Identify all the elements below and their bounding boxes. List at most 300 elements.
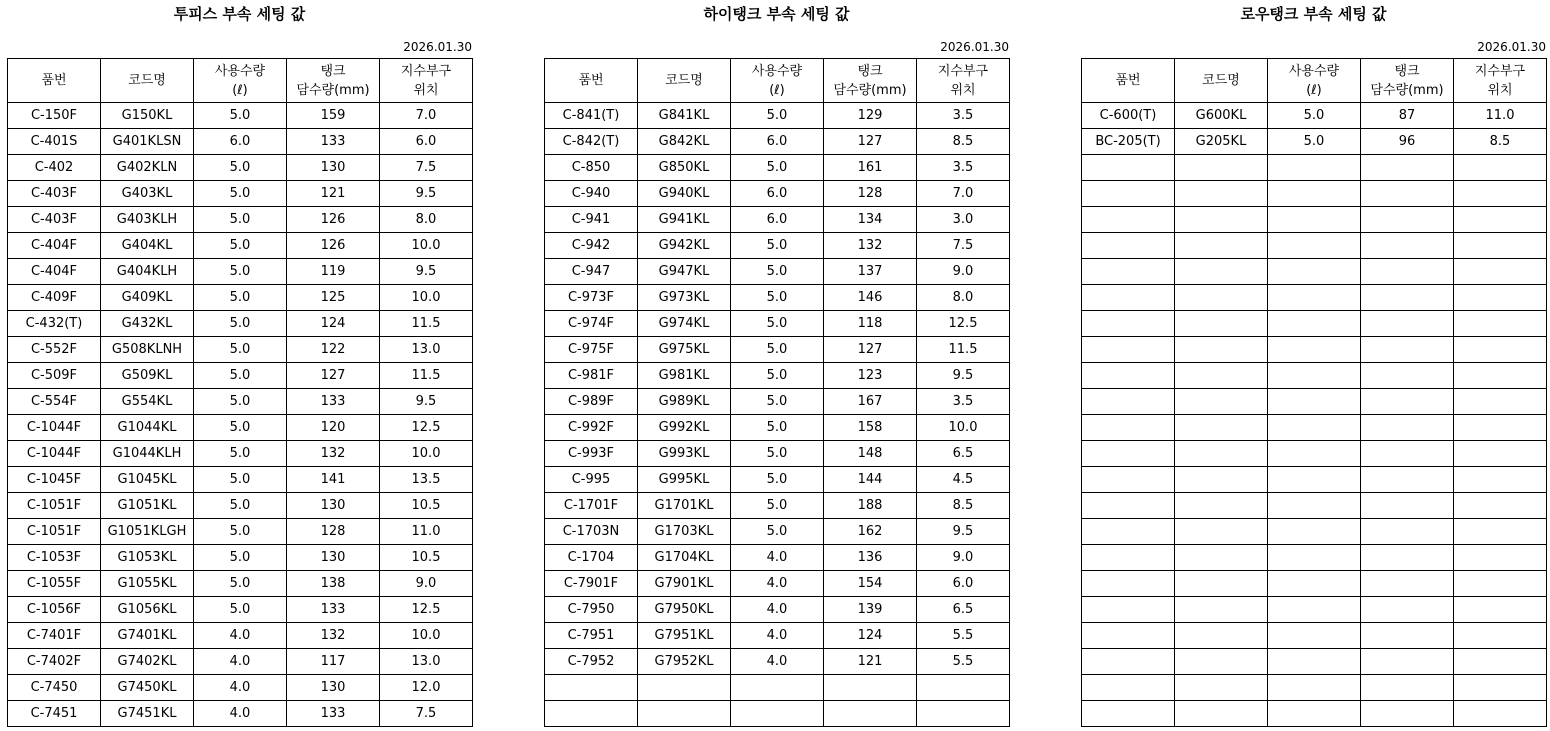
table-row <box>8 389 473 415</box>
cell-code: G554KL <box>101 389 194 415</box>
cell-float-position: 12.5 <box>917 311 1010 337</box>
cell-part-no: C-1051F <box>8 519 101 545</box>
cell-float-position: 10.5 <box>380 545 473 571</box>
header-row <box>545 59 1010 103</box>
cell-code: G409KL <box>101 285 194 311</box>
cell-usage: 5.0 <box>1268 129 1361 155</box>
table-row <box>545 597 1010 623</box>
header-row <box>8 59 473 103</box>
cell-usage: 4.0 <box>194 701 287 727</box>
table-row <box>8 701 473 727</box>
cell-part-no <box>1082 181 1175 207</box>
table-row <box>8 207 473 233</box>
cell-usage: 4.0 <box>194 623 287 649</box>
cell-part-no: C-995 <box>545 467 638 493</box>
header-usage-line2: (ℓ) <box>1306 82 1322 98</box>
table-row <box>8 597 473 623</box>
cell-part-no <box>1082 363 1175 389</box>
cell-float-position: 9.5 <box>380 181 473 207</box>
cell-float-position <box>1454 493 1547 519</box>
cell-code <box>1175 545 1268 571</box>
header-usage-line1: 사용수량 <box>751 63 803 79</box>
table-row <box>1082 571 1547 597</box>
cell-code: G404KL <box>101 233 194 259</box>
header-usage-line2: (ℓ) <box>769 82 785 98</box>
cell-tank-level: 126 <box>287 207 380 233</box>
cell-tank-level: 137 <box>824 259 917 285</box>
cell-code <box>1175 571 1268 597</box>
table-row <box>545 545 1010 571</box>
cell-part-no: C-7450 <box>8 675 101 701</box>
cell-tank-level <box>1361 259 1454 285</box>
cell-tank-level: 117 <box>287 649 380 675</box>
cell-float-position <box>1454 597 1547 623</box>
cell-code: G403KLH <box>101 207 194 233</box>
cell-code: G205KL <box>1175 129 1268 155</box>
cell-part-no: C-509F <box>8 363 101 389</box>
cell-float-position: 8.0 <box>380 207 473 233</box>
cell-float-position <box>1454 415 1547 441</box>
cell-float-position: 9.5 <box>380 389 473 415</box>
panel-title: 로우탱크 부속 세팅 값 <box>1240 5 1387 23</box>
cell-usage: 5.0 <box>194 545 287 571</box>
cell-tank-level: 121 <box>824 649 917 675</box>
table-row <box>545 155 1010 181</box>
cell-float-position: 8.5 <box>917 129 1010 155</box>
cell-usage: 5.0 <box>194 207 287 233</box>
cell-usage: 4.0 <box>731 649 824 675</box>
cell-code: G974KL <box>638 311 731 337</box>
cell-part-no <box>1082 259 1175 285</box>
table-row <box>8 259 473 285</box>
cell-usage <box>1268 181 1361 207</box>
cell-float-position: 9.5 <box>917 363 1010 389</box>
cell-usage: 5.0 <box>731 337 824 363</box>
cell-float-position: 12.5 <box>380 415 473 441</box>
cell-code <box>1175 649 1268 675</box>
cell-float-position <box>1454 571 1547 597</box>
cell-part-no: C-989F <box>545 389 638 415</box>
cell-tank-level: 161 <box>824 155 917 181</box>
cell-tank-level: 127 <box>824 129 917 155</box>
cell-part-no <box>545 701 638 727</box>
cell-part-no <box>1082 285 1175 311</box>
header-code: 코드명 <box>1175 59 1268 103</box>
cell-float-position <box>1454 337 1547 363</box>
cell-usage <box>1268 233 1361 259</box>
cell-code <box>1175 623 1268 649</box>
cell-tank-level: 148 <box>824 441 917 467</box>
cell-part-no <box>1082 545 1175 571</box>
cell-usage: 6.0 <box>731 207 824 233</box>
cell-code: G850KL <box>638 155 731 181</box>
cell-code <box>1175 675 1268 701</box>
table-row <box>545 415 1010 441</box>
cell-usage <box>1268 519 1361 545</box>
header-float <box>380 59 473 103</box>
header-float-line1: 지수부구 <box>937 63 989 79</box>
cell-part-no <box>545 675 638 701</box>
table-row <box>545 519 1010 545</box>
cell-usage <box>731 701 824 727</box>
cell-usage: 6.0 <box>194 129 287 155</box>
cell-usage <box>1268 285 1361 311</box>
cell-usage: 5.0 <box>194 103 287 129</box>
table-row <box>545 389 1010 415</box>
cell-tank-level <box>1361 675 1454 701</box>
header-part-no: 품번 <box>8 59 101 103</box>
cell-tank-level: 134 <box>824 207 917 233</box>
cell-float-position <box>1454 389 1547 415</box>
cell-float-position: 13.0 <box>380 337 473 363</box>
table-row <box>8 155 473 181</box>
table-row <box>1082 415 1547 441</box>
header-row <box>1082 59 1547 103</box>
cell-part-no <box>1082 493 1175 519</box>
cell-code <box>1175 415 1268 441</box>
table-row <box>8 571 473 597</box>
cell-part-no: C-7402F <box>8 649 101 675</box>
cell-tank-level <box>1361 181 1454 207</box>
cell-float-position <box>917 701 1010 727</box>
cell-float-position: 8.0 <box>917 285 1010 311</box>
cell-float-position <box>1454 207 1547 233</box>
cell-tank-level <box>1361 155 1454 181</box>
cell-tank-level: 159 <box>287 103 380 129</box>
table-row <box>1082 597 1547 623</box>
cell-part-no <box>1082 207 1175 233</box>
table-row <box>545 441 1010 467</box>
cell-float-position <box>1454 363 1547 389</box>
table-row <box>8 103 473 129</box>
table-row <box>8 285 473 311</box>
cell-usage: 5.0 <box>194 311 287 337</box>
cell-part-no: C-941 <box>545 207 638 233</box>
cell-float-position <box>1454 649 1547 675</box>
cell-tank-level: 128 <box>824 181 917 207</box>
cell-float-position: 10.0 <box>380 285 473 311</box>
cell-float-position <box>1454 675 1547 701</box>
cell-float-position: 12.0 <box>380 675 473 701</box>
cell-part-no: C-947 <box>545 259 638 285</box>
cell-part-no <box>1082 467 1175 493</box>
cell-tank-level <box>1361 207 1454 233</box>
cell-part-no <box>1082 571 1175 597</box>
cell-tank-level <box>1361 311 1454 337</box>
cell-part-no: C-1044F <box>8 415 101 441</box>
table-row <box>8 675 473 701</box>
cell-tank-level <box>1361 389 1454 415</box>
table-row <box>545 649 1010 675</box>
cell-tank-level: 124 <box>824 623 917 649</box>
cell-usage <box>1268 207 1361 233</box>
cell-tank-level <box>1361 519 1454 545</box>
cell-code: G1051KLGH <box>101 519 194 545</box>
table-row <box>1082 545 1547 571</box>
settings-table <box>7 58 473 727</box>
cell-tank-level <box>1361 363 1454 389</box>
table-row <box>1082 623 1547 649</box>
cell-usage <box>1268 493 1361 519</box>
header-tank <box>1361 59 1454 103</box>
cell-code <box>638 675 731 701</box>
header-tank-line2: 담수량(mm) <box>833 82 907 98</box>
cell-code: G1045KL <box>101 467 194 493</box>
header-part-no: 품번 <box>545 59 638 103</box>
table-row <box>545 103 1010 129</box>
cell-code: G989KL <box>638 389 731 415</box>
cell-float-position: 6.0 <box>917 571 1010 597</box>
cell-tank-level: 129 <box>824 103 917 129</box>
cell-float-position: 11.5 <box>917 337 1010 363</box>
table-row <box>1082 675 1547 701</box>
cell-tank-level: 121 <box>287 181 380 207</box>
cell-usage: 5.0 <box>194 493 287 519</box>
cell-float-position <box>1454 519 1547 545</box>
cell-part-no: C-7952 <box>545 649 638 675</box>
cell-part-no: C-842(T) <box>545 129 638 155</box>
cell-code: G940KL <box>638 181 731 207</box>
cell-float-position: 12.5 <box>380 597 473 623</box>
cell-code: G975KL <box>638 337 731 363</box>
cell-part-no: C-7901F <box>545 571 638 597</box>
table-row <box>8 493 473 519</box>
cell-code: G402KLN <box>101 155 194 181</box>
cell-code: G7950KL <box>638 597 731 623</box>
cell-usage <box>1268 623 1361 649</box>
cell-part-no: C-432(T) <box>8 311 101 337</box>
cell-part-no <box>1082 623 1175 649</box>
cell-float-position <box>1454 181 1547 207</box>
cell-float-position: 7.0 <box>917 181 1010 207</box>
cell-part-no: C-940 <box>545 181 638 207</box>
cell-usage: 5.0 <box>731 467 824 493</box>
cell-tank-level: 123 <box>824 363 917 389</box>
cell-tank-level: 167 <box>824 389 917 415</box>
cell-tank-level: 146 <box>824 285 917 311</box>
header-usage-line1: 사용수량 <box>1288 63 1340 79</box>
table-row <box>1082 701 1547 727</box>
table-row <box>1082 129 1547 155</box>
cell-code: G7402KL <box>101 649 194 675</box>
cell-part-no: C-402 <box>8 155 101 181</box>
cell-part-no: C-1044F <box>8 441 101 467</box>
cell-usage: 5.0 <box>731 155 824 181</box>
cell-tank-level: 138 <box>287 571 380 597</box>
cell-usage: 5.0 <box>731 233 824 259</box>
cell-part-no <box>1082 233 1175 259</box>
header-float <box>917 59 1010 103</box>
cell-part-no: C-404F <box>8 233 101 259</box>
cell-code: G7451KL <box>101 701 194 727</box>
cell-tank-level: 127 <box>287 363 380 389</box>
cell-usage: 5.0 <box>731 415 824 441</box>
header-usage-line1: 사용수량 <box>214 63 266 79</box>
cell-float-position: 3.5 <box>917 389 1010 415</box>
cell-usage <box>731 675 824 701</box>
cell-tank-level: 122 <box>287 337 380 363</box>
cell-usage <box>1268 155 1361 181</box>
table-row <box>545 571 1010 597</box>
table-row <box>545 363 1010 389</box>
cell-code: G404KLH <box>101 259 194 285</box>
cell-part-no: C-850 <box>545 155 638 181</box>
cell-part-no: C-975F <box>545 337 638 363</box>
cell-usage: 4.0 <box>731 545 824 571</box>
header-code: 코드명 <box>638 59 731 103</box>
cell-part-no: C-981F <box>545 363 638 389</box>
cell-usage: 5.0 <box>731 441 824 467</box>
header-usage <box>1268 59 1361 103</box>
cell-code <box>1175 311 1268 337</box>
header-usage <box>731 59 824 103</box>
cell-usage: 6.0 <box>731 129 824 155</box>
cell-usage: 5.0 <box>194 155 287 181</box>
cell-tank-level: 132 <box>824 233 917 259</box>
cell-part-no <box>1082 519 1175 545</box>
header-float-line1: 지수부구 <box>400 63 452 79</box>
cell-part-no: C-7451 <box>8 701 101 727</box>
table-row <box>545 337 1010 363</box>
panel-date: 2026.01.30 <box>1477 40 1546 54</box>
table-row <box>545 207 1010 233</box>
cell-float-position: 9.5 <box>380 259 473 285</box>
cell-part-no: C-1704 <box>545 545 638 571</box>
cell-usage: 5.0 <box>194 571 287 597</box>
table-row <box>8 337 473 363</box>
header-tank-line1: 탱크 <box>1394 63 1420 79</box>
header-tank-line2: 담수량(mm) <box>1370 82 1444 98</box>
cell-part-no: C-552F <box>8 337 101 363</box>
header-tank-line2: 담수량(mm) <box>296 82 370 98</box>
table-row <box>545 311 1010 337</box>
cell-tank-level: 125 <box>287 285 380 311</box>
cell-usage: 4.0 <box>731 571 824 597</box>
cell-float-position: 7.5 <box>380 701 473 727</box>
cell-usage <box>1268 701 1361 727</box>
cell-usage: 5.0 <box>194 337 287 363</box>
table-row <box>8 415 473 441</box>
table-row <box>1082 181 1547 207</box>
cell-part-no <box>1082 649 1175 675</box>
cell-usage: 5.0 <box>731 103 824 129</box>
cell-part-no: C-1055F <box>8 571 101 597</box>
cell-tank-level: 132 <box>287 623 380 649</box>
table-row <box>8 363 473 389</box>
cell-code: G992KL <box>638 415 731 441</box>
cell-part-no <box>1082 389 1175 415</box>
cell-usage <box>1268 363 1361 389</box>
cell-code: G508KLNH <box>101 337 194 363</box>
cell-code: G995KL <box>638 467 731 493</box>
table-row <box>8 467 473 493</box>
cell-tank-level <box>1361 493 1454 519</box>
table-row <box>545 129 1010 155</box>
table-row <box>1082 441 1547 467</box>
cell-part-no: C-942 <box>545 233 638 259</box>
cell-tank-level <box>1361 467 1454 493</box>
cell-tank-level: 133 <box>287 597 380 623</box>
cell-tank-level <box>1361 701 1454 727</box>
cell-code: G509KL <box>101 363 194 389</box>
cell-float-position: 11.5 <box>380 363 473 389</box>
cell-tank-level: 120 <box>287 415 380 441</box>
cell-float-position: 10.0 <box>380 623 473 649</box>
cell-usage <box>1268 311 1361 337</box>
cell-tank-level <box>1361 441 1454 467</box>
table-row <box>8 649 473 675</box>
header-tank-line1: 탱크 <box>857 63 883 79</box>
cell-tank-level <box>1361 337 1454 363</box>
header-float-line1: 지수부구 <box>1474 63 1526 79</box>
cell-part-no: C-992F <box>545 415 638 441</box>
cell-code: G1053KL <box>101 545 194 571</box>
cell-float-position: 3.5 <box>917 103 1010 129</box>
cell-float-position: 10.5 <box>380 493 473 519</box>
cell-code <box>638 701 731 727</box>
cell-part-no: C-1701F <box>545 493 638 519</box>
cell-float-position <box>1454 259 1547 285</box>
cell-code <box>1175 181 1268 207</box>
cell-float-position <box>917 675 1010 701</box>
cell-float-position: 6.0 <box>380 129 473 155</box>
settings-table <box>1081 58 1547 727</box>
cell-part-no: C-974F <box>545 311 638 337</box>
table-row <box>8 181 473 207</box>
cell-code <box>1175 597 1268 623</box>
cell-float-position: 13.5 <box>380 467 473 493</box>
cell-tank-level: 158 <box>824 415 917 441</box>
cell-float-position: 8.5 <box>917 493 1010 519</box>
cell-part-no: C-403F <box>8 181 101 207</box>
panel-title: 투피스 부속 세팅 값 <box>173 5 306 23</box>
header-float-line2: 위치 <box>413 82 439 98</box>
table-row <box>8 129 473 155</box>
cell-code: G941KL <box>638 207 731 233</box>
header-tank-line1: 탱크 <box>320 63 346 79</box>
cell-tank-level: 130 <box>287 675 380 701</box>
cell-tank-level <box>824 675 917 701</box>
cell-tank-level: 128 <box>287 519 380 545</box>
cell-part-no: C-404F <box>8 259 101 285</box>
cell-usage <box>1268 389 1361 415</box>
cell-usage: 5.0 <box>194 597 287 623</box>
cell-code: G1044KLH <box>101 441 194 467</box>
cell-tank-level: 130 <box>287 493 380 519</box>
table-row <box>545 701 1010 727</box>
cell-tank-level <box>1361 597 1454 623</box>
cell-usage: 5.0 <box>731 285 824 311</box>
table-row <box>545 623 1010 649</box>
cell-float-position <box>1454 623 1547 649</box>
cell-part-no <box>1082 441 1175 467</box>
cell-float-position <box>1454 467 1547 493</box>
cell-tank-level: 154 <box>824 571 917 597</box>
cell-part-no: C-7951 <box>545 623 638 649</box>
header-usage <box>194 59 287 103</box>
cell-part-no: C-993F <box>545 441 638 467</box>
table-row <box>1082 259 1547 285</box>
cell-usage: 5.0 <box>731 493 824 519</box>
cell-float-position: 9.0 <box>917 259 1010 285</box>
cell-part-no: C-7950 <box>545 597 638 623</box>
cell-code: G947KL <box>638 259 731 285</box>
cell-float-position: 5.5 <box>917 623 1010 649</box>
cell-usage <box>1268 675 1361 701</box>
table-row <box>1082 337 1547 363</box>
cell-code: G993KL <box>638 441 731 467</box>
cell-code: G1056KL <box>101 597 194 623</box>
